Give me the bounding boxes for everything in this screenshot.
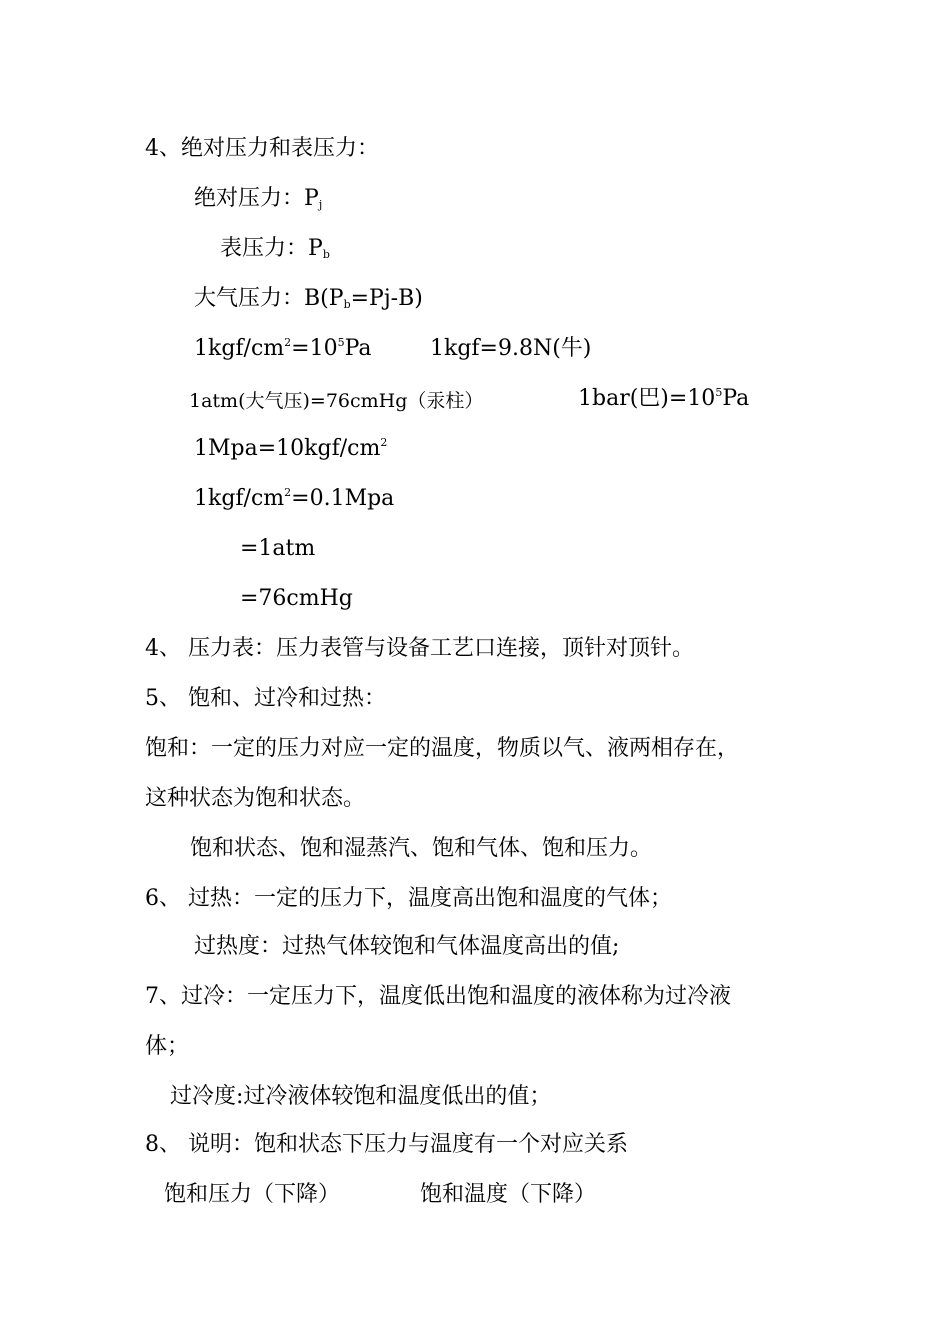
saturation-definition-line-2: 这种状态为饱和状态。 [145,786,366,811]
unit-conversion-kgf-mpa-line: $1kgf/cm^2=0.1Mpa$ [194,486,395,511]
superheat-definition-line: 6、 过热：一定的压力下，温度高出饱和温度的气体； [145,886,672,911]
unit-conversion-newton: 1kgf=9.8N(牛) [430,336,592,361]
gauge-pressure-line: 表压力：$P_b$ [220,236,330,261]
subcooling-definition-line-1: 7、过冷：一定压力下，温度低出饱和温度的液体称为过冷液 [145,984,731,1009]
section-heading-pressure: 4、绝对压力和表压力： [145,136,379,161]
unit-conversion-mpa-line: $1Mpa=10kgf/cm^2$ [194,436,388,461]
pressure-gauge-paragraph: 4、 压力表：压力表管与设备工艺口连接，顶针对顶针。 [145,636,694,661]
unit-conversion-kgf-line: $1kgf/cm^2=10^5Pa$ [194,336,372,361]
atmospheric-pressure-line: 大气压力：$B(P_b=Pj-B)$ [194,286,423,311]
saturation-definition-line-1: 饱和：一定的压力对应一定的温度，物质以气、液两相存在， [145,736,740,761]
subcooling-definition-line-2: 体； [145,1034,190,1059]
unit-conversion-bar: 1bar(巴)$=10^5Pa$ [578,386,750,411]
unit-conversion-cmhg-equals: =76cmHg [240,586,353,611]
saturation-pressure-drop: 饱和压力（下降） [164,1182,341,1207]
explanation-line: 8、 说明：饱和状态下压力与温度有一个对应关系 [145,1132,628,1157]
saturation-temperature-drop: 饱和温度（下降） [420,1182,597,1207]
superheat-degree-line: 过热度：过热气体较饱和气体温度高出的值; [194,934,620,959]
saturation-terms-line: 饱和状态、饱和湿蒸汽、饱和气体、饱和压力。 [190,836,653,861]
section-heading-saturation: 5、 饱和、过冷和过热： [145,686,386,711]
absolute-pressure-line: 绝对压力：$P_j$ [194,186,323,211]
unit-conversion-atm-equals: =1atm [240,536,316,561]
unit-conversion-atm: 1atm(大气压)=76cmHg（汞柱） [189,390,484,412]
subcooling-degree-line: 过冷度:过冷液体较饱和温度低出的值； [170,1084,552,1109]
